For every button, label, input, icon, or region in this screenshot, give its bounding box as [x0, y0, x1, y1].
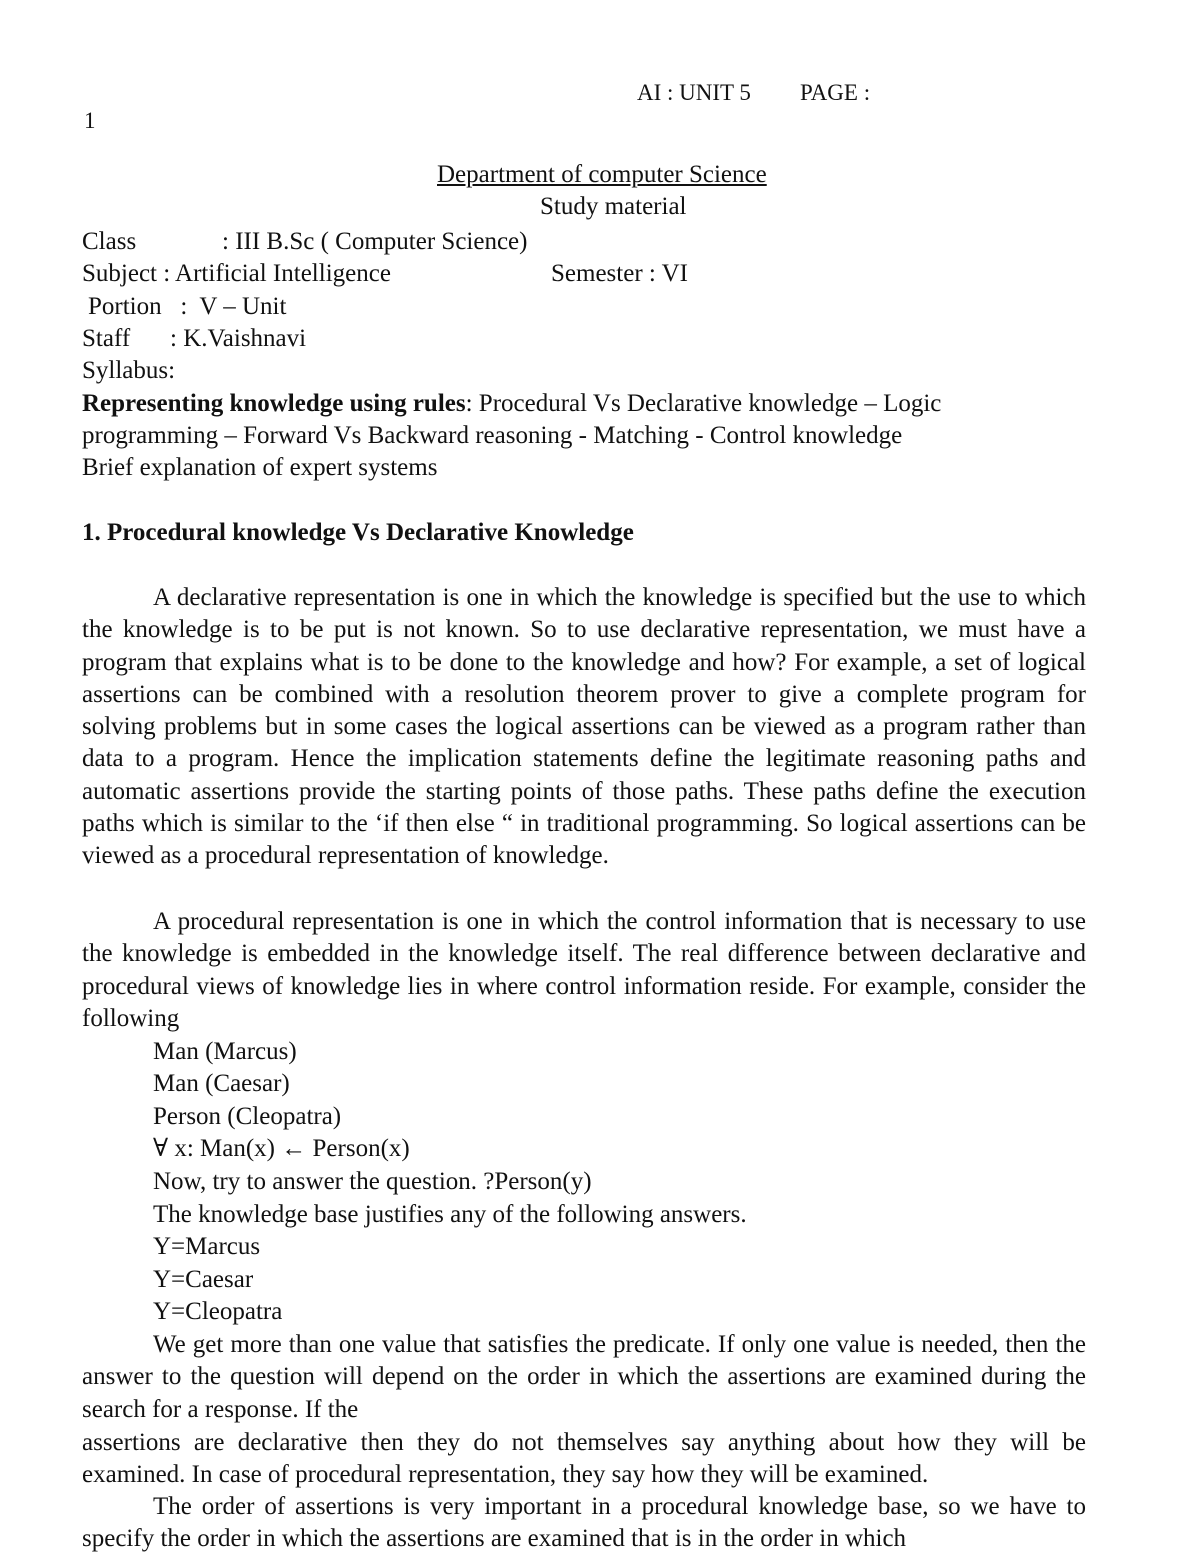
syllabus-line-1-rest: : Procedural Vs Declarative knowledge – Logic — [465, 390, 942, 417]
syllabus-bold-lead: Representing knowledge using rules — [82, 390, 466, 417]
example-line: ∀ x: Man(x) ← Person(x) — [153, 1135, 410, 1162]
paragraph-assertions — [82, 1427, 1086, 1492]
department-title: Department of computer Science — [437, 161, 767, 188]
section-heading: 1. Procedural knowledge Vs Declarative Knowledge — [82, 519, 634, 546]
portion-line: Portion : V – Unit — [88, 293, 287, 320]
syllabus-line-2: programming – Forward Vs Backward reasoning - Matching - Control knowledge — [82, 422, 903, 449]
paragraph-order-text: We get more than one value that satisfies the predicate. If only one value is needed, then the answer to the question will depend on the order in which the assertions are examined during the search for a response. If the — [82, 1331, 1086, 1423]
syllabus-line-1 — [82, 388, 941, 420]
page-number: 1 — [84, 108, 96, 133]
study-material-title: Study material — [540, 193, 687, 220]
semester-line: Semester : VI — [551, 260, 689, 287]
header-unit: AI : UNIT 5 — [637, 80, 751, 105]
example-line: Man (Caesar) — [153, 1070, 290, 1097]
staff-value: : K.Vaishnavi — [170, 325, 307, 352]
paragraph-procedural-text: A procedural representation is one in which the control information that is necessary to use the knowledge is embedded in the knowledge itself. The real difference between declarative and procedural views of knowledge lies in where control information reside. For example, consider the following — [82, 908, 1086, 1032]
class-label: Class — [82, 228, 137, 255]
example-line: Y=Marcus — [153, 1233, 261, 1260]
paragraph-procedural — [82, 906, 1086, 1035]
class-value: : III B.Sc ( Computer Science) — [222, 228, 528, 255]
header-page-label: PAGE : — [800, 80, 871, 105]
subject-line: Subject : Artificial Intelligence — [82, 260, 391, 287]
paragraph-order-importance-text: The order of assertions is very important in a procedural knowledge base, so we have to specify the order in which the assertions are examined that is in the order in which — [82, 1493, 1086, 1553]
example-line: The knowledge base justifies any of the following answers. — [153, 1201, 747, 1228]
example-line: Y=Cleopatra — [153, 1298, 283, 1325]
example-line: Man (Marcus) — [153, 1038, 297, 1065]
example-line: Now, try to answer the question. ?Person(y) — [153, 1168, 592, 1195]
paragraph-declarative-text: A declarative representation is one in which the knowledge is specified but the use to which the knowledge is to be put is not known. So to use declarative representation, we must have a program that explains what is to be done to the knowledge and how? For example, a set of logical assertions can be combined with a resolution theorem prover to give a complete program for solving problems but in some cases the logical assertions can be viewed as a program rather than data to a program. Hence the implication statements define the legitimate reasoning paths and automatic assertions provide the starting points of those paths. These paths define the execution paths which is similar to the ‘if then else “ in traditional programming. So logical assertions can be viewed as a procedural representation of knowledge. — [82, 584, 1086, 870]
example-line: Y=Caesar — [153, 1266, 254, 1293]
staff-label: Staff — [82, 325, 131, 352]
paragraph-assertions-text: assertions are declarative then they do not themselves say anything about how they will be examined. In case of procedural representation, they say how they will be examined. — [82, 1429, 1086, 1489]
paragraph-declarative — [82, 582, 1086, 873]
paragraph-order-importance — [82, 1491, 1086, 1556]
paragraph-order — [82, 1329, 1086, 1426]
syllabus-line-3: Brief explanation of expert systems — [82, 454, 438, 481]
example-line: Person (Cleopatra) — [153, 1103, 342, 1130]
syllabus-label: Syllabus: — [82, 357, 176, 384]
